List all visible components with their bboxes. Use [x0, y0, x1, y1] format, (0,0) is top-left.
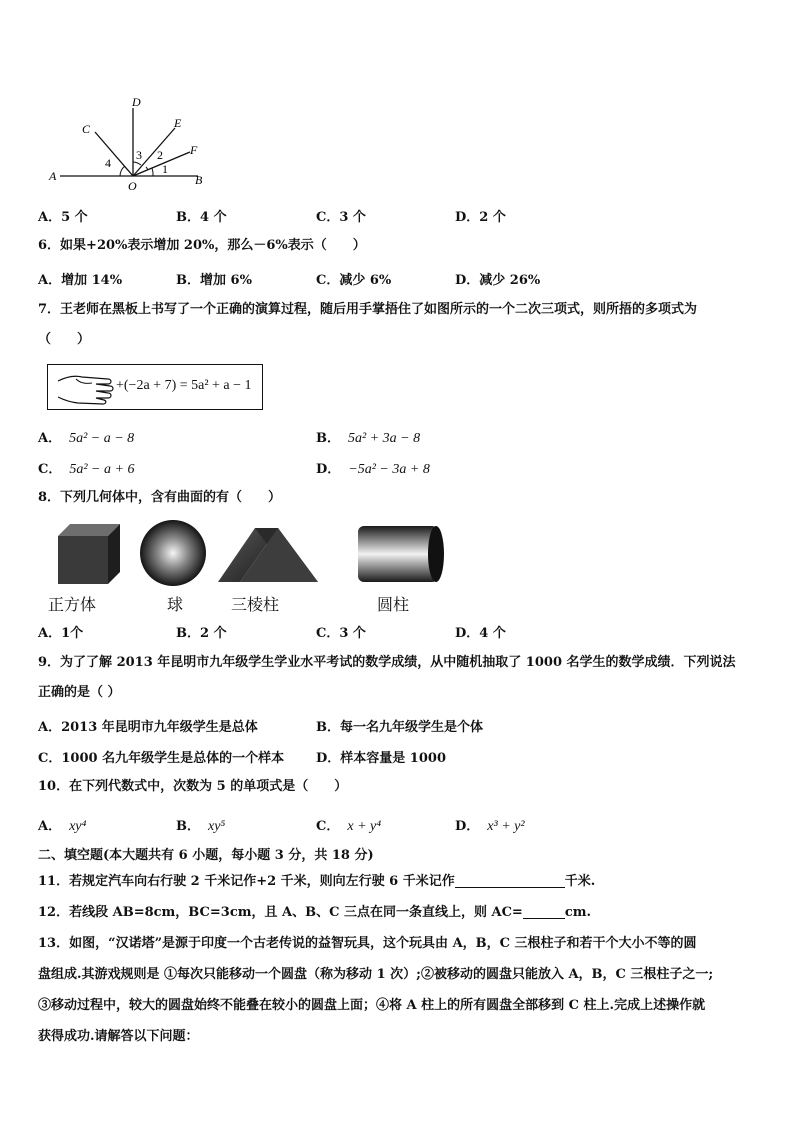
- point-O: O: [128, 179, 137, 192]
- q7-option-a[interactable]: [38, 427, 134, 447]
- option-text: 样本容量是 1000: [340, 751, 446, 766]
- option-text: 5a² − a + 6: [69, 462, 135, 477]
- angle-arc-4: [120, 166, 125, 176]
- option-letter: D．: [455, 210, 480, 225]
- option-letter: B．: [176, 273, 200, 288]
- q7-option-c[interactable]: [38, 458, 134, 478]
- option-text: 减少 26%: [479, 273, 541, 288]
- option-text: 2013 年昆明市九年级学生是总体: [61, 720, 258, 735]
- q11-stem: [38, 873, 595, 891]
- q12-text-before: 12．若线段 AB=8cm，BC=3cm，且 A、B、C 三点在同一条直线上，则 AC=: [38, 905, 523, 920]
- option-letter: B．: [316, 431, 340, 446]
- angle-arc-3: [133, 162, 141, 165]
- q5-option-b[interactable]: [176, 206, 227, 225]
- option-text: 3 个: [339, 626, 366, 641]
- option-letter: D．: [455, 626, 480, 641]
- option-text: 3 个: [339, 210, 366, 225]
- point-C: C: [82, 122, 91, 136]
- triangular-prism-shape: [218, 528, 318, 582]
- point-D: D: [132, 95, 141, 109]
- q9-option-a[interactable]: [38, 716, 258, 735]
- q10-option-c[interactable]: [316, 815, 381, 835]
- option-text: 5a² − a − 8: [69, 431, 135, 446]
- option-text: 每一名九年级学生是个体: [340, 720, 484, 735]
- q10-option-b[interactable]: [176, 815, 225, 835]
- shape-label-prism: 三棱柱: [231, 597, 280, 614]
- shape-label-cube: 正方体: [48, 597, 97, 614]
- q8-option-b[interactable]: [176, 622, 227, 641]
- q12-answer-blank[interactable]: [523, 904, 565, 919]
- option-letter: A．: [38, 819, 62, 834]
- option-text: 4 个: [200, 210, 227, 225]
- option-letter: C．: [316, 273, 340, 288]
- q5-option-a[interactable]: [38, 206, 88, 225]
- angle-figure: [40, 92, 220, 192]
- q13-line-2: 盘组成.其游戏规则是 ①每次只能移动一个圆盘（称为移动 1 次）;②被移动的圆盘只能放入 A，B，C 三根柱子之一;: [38, 967, 714, 982]
- q12-text-after: cm.: [564, 905, 592, 920]
- option-letter: A．: [38, 210, 62, 225]
- q8-option-d[interactable]: [455, 622, 506, 641]
- q13-line-3: ③移动过程中，较大的圆盘始终不能叠在较小的圆盘上面；④将 A 柱上的所有圆盘全部移到 C 柱上.完成上述操作就: [38, 998, 706, 1013]
- q6-option-d[interactable]: [455, 269, 540, 288]
- option-text: 2 个: [200, 626, 227, 641]
- angle-label-4: 4: [105, 156, 111, 170]
- option-text: xy⁴: [69, 819, 87, 834]
- option-letter: C．: [316, 210, 340, 225]
- q8-shapes-figure: [50, 520, 460, 588]
- q11-text-after: 千米.: [564, 874, 596, 889]
- angle-arc-1: [152, 168, 153, 176]
- option-text: 减少 6%: [339, 273, 392, 288]
- q5-option-d[interactable]: [455, 206, 506, 225]
- shape-label-cylinder: 圆柱: [377, 597, 410, 614]
- option-text: 增加 14%: [61, 273, 123, 288]
- option-letter: D．: [455, 273, 480, 288]
- q12-stem: [38, 904, 591, 922]
- option-letter: A．: [38, 273, 62, 288]
- option-letter: D．: [455, 819, 480, 834]
- option-letter: C．: [38, 751, 62, 766]
- option-text: 增加 6%: [200, 273, 252, 288]
- option-text: x³ + y²: [487, 819, 525, 834]
- option-letter: B．: [176, 626, 200, 641]
- option-letter: A．: [38, 431, 62, 446]
- option-text: −5a² − 3a + 8: [348, 462, 430, 477]
- q9-option-c[interactable]: [38, 747, 284, 766]
- option-text: 5 个: [61, 210, 88, 225]
- point-B: B: [195, 173, 203, 187]
- option-text: 2 个: [479, 210, 506, 225]
- option-letter: A．: [38, 720, 62, 735]
- q9-stem: 9．为了了解 2013 年昆明市九年级学生学业水平考试的数学成绩，从中随机抽取了 1000 名学生的数学成绩．下列说法: [38, 655, 736, 670]
- option-text: 4 个: [479, 626, 506, 641]
- option-text: 5a² + 3a − 8: [348, 431, 421, 446]
- q10-stem: 10．在下列代数式中，次数为 5 的单项式是（ ）: [38, 779, 348, 794]
- q11-answer-blank[interactable]: [455, 873, 565, 888]
- option-letter: A．: [38, 626, 62, 641]
- q8-option-a[interactable]: [38, 622, 83, 641]
- cube-shape: [58, 524, 120, 584]
- angle-label-1: 1: [162, 162, 168, 176]
- shape-label-sphere: 球: [167, 597, 184, 614]
- ray-OC: [95, 132, 133, 176]
- q7-stem: 7．王老师在黑板上书写了一个正确的演算过程，随后用手掌捂住了如图所示的一个二次三项式，则所捂的多项式为: [38, 302, 698, 317]
- cylinder-shape: [358, 526, 444, 582]
- option-letter: C．: [38, 462, 62, 477]
- q13-line-1: 13．如图，“汉诺塔”是源于印度一个古老传说的益智玩具，这个玩具由 A，B，C 三根柱子和若干个大小不等的圆: [38, 936, 697, 951]
- q7-figure-expression: +(−2a + 7) = 5a² + a − 1: [116, 378, 252, 393]
- point-F: F: [190, 143, 198, 157]
- option-text: 1000 名九年级学生是总体的一个样本: [61, 751, 285, 766]
- angle-label-3: 3: [136, 148, 142, 162]
- option-letter: B．: [176, 210, 200, 225]
- q7-option-d[interactable]: [316, 458, 430, 478]
- q5-option-c[interactable]: [316, 206, 366, 225]
- q6-option-b[interactable]: [176, 269, 252, 288]
- q10-option-d[interactable]: [455, 815, 525, 835]
- option-letter: C．: [316, 626, 340, 641]
- q8-option-c[interactable]: [316, 622, 366, 641]
- option-letter: D．: [316, 462, 341, 477]
- q6-option-a[interactable]: [38, 269, 122, 288]
- option-letter: B．: [176, 819, 200, 834]
- q8-stem: 8．下列几何体中，含有曲面的有（ ）: [38, 490, 282, 505]
- hand-icon: [56, 371, 118, 405]
- section-heading-fill-in: 二、填空题(本大题共有 6 小题，每小题 3 分，共 18 分): [38, 848, 374, 863]
- point-E: E: [174, 116, 182, 130]
- angle-label-2: 2: [157, 148, 163, 162]
- q6-stem: 6．如果+20%表示增加 20%，那么－6%表示（ ）: [38, 238, 366, 253]
- q11-text-before: 11．若规定汽车向右行驶 2 千米记作+2 千米，则向左行驶 6 千米记作: [38, 874, 455, 889]
- option-text: xy⁵: [208, 819, 226, 834]
- q7-stem-paren: （ ）: [38, 332, 91, 347]
- option-letter: D．: [316, 751, 341, 766]
- q7-figure-box: [47, 364, 263, 410]
- q7-option-b[interactable]: [316, 427, 420, 447]
- q9-option-d[interactable]: [316, 747, 446, 766]
- q9-option-b[interactable]: [316, 716, 483, 735]
- option-letter: C．: [316, 819, 340, 834]
- option-text: 1个: [61, 626, 84, 641]
- option-text: x + y⁴: [347, 819, 382, 834]
- point-A: A: [49, 169, 57, 183]
- q6-option-c[interactable]: [316, 269, 391, 288]
- q9-stem-cont: 正确的是（ ）: [38, 685, 121, 700]
- q13-line-4: 获得成功.请解答以下问题：: [38, 1029, 199, 1044]
- sphere-shape: [140, 520, 206, 586]
- option-letter: B．: [316, 720, 340, 735]
- q10-option-a[interactable]: [38, 815, 86, 835]
